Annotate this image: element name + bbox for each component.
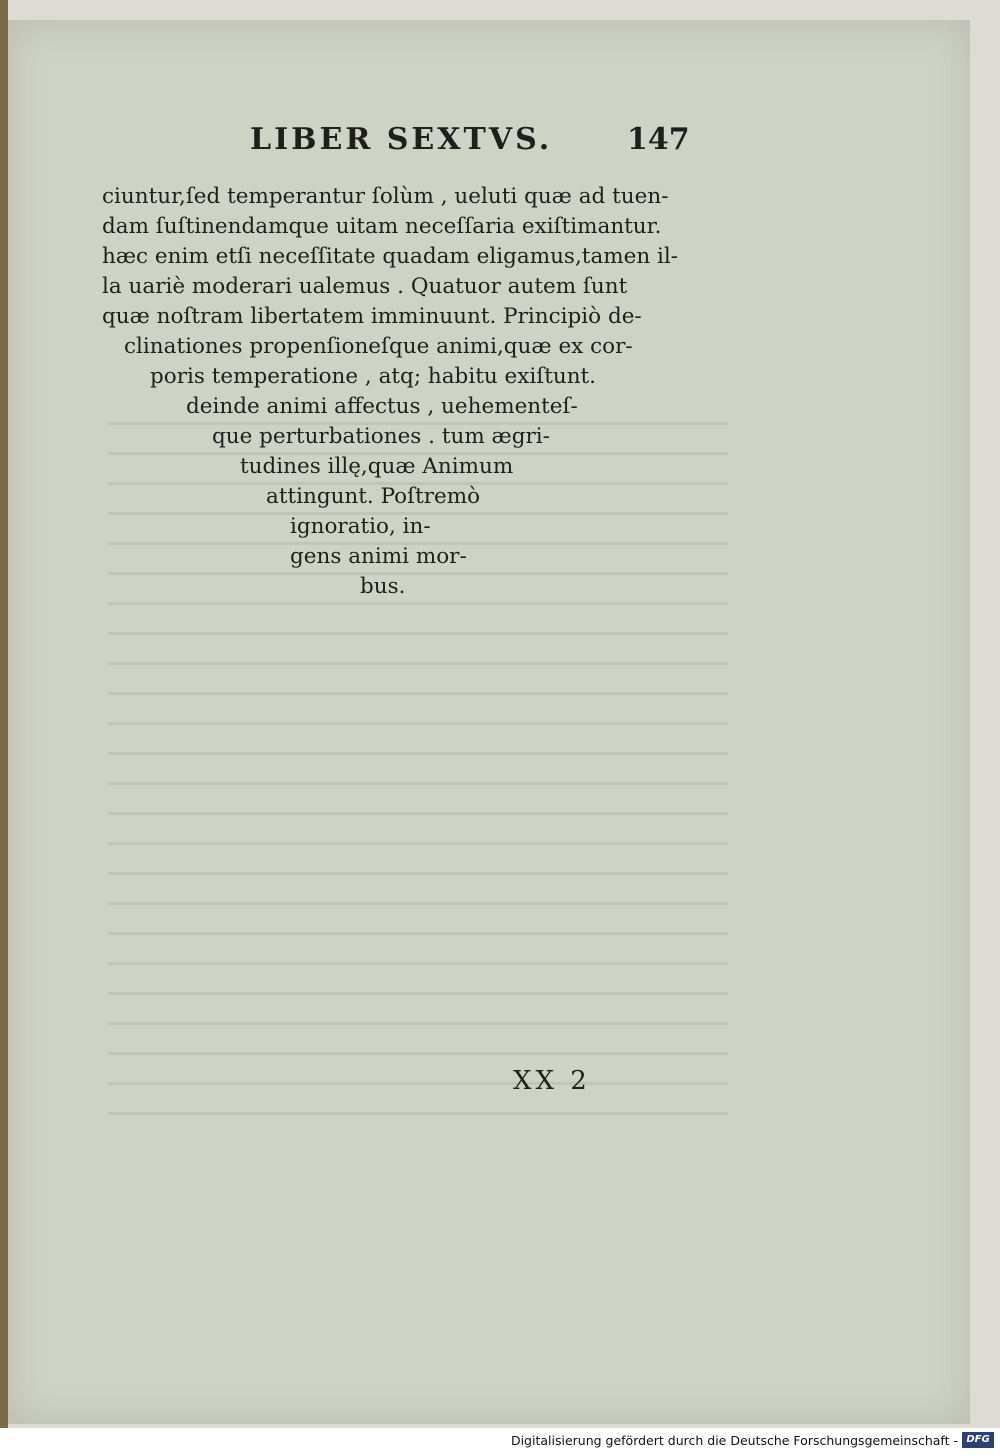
signature-mark: XX 2 xyxy=(513,1066,591,1096)
body-line: que perturbationes . tum ægri- xyxy=(212,424,550,449)
funding-credit: Digitalisierung gefördert durch die Deutsche Forschungsgemeinschaft - xyxy=(510,1433,958,1448)
body-line: hæc enim etſi neceſſitate quadam eligamus,tamen il- xyxy=(102,244,679,269)
page-edge xyxy=(970,20,1000,1424)
body-line: ciuntur,ſed temperantur ſolùm , ueluti quæ ad tuen- xyxy=(102,184,669,209)
body-line: bus. xyxy=(360,574,406,599)
running-header: LIBER SEXTVS. xyxy=(250,122,553,157)
body-line: la uariè moderari ualemus . Quatuor autem ſunt xyxy=(102,274,628,299)
book-spine xyxy=(0,0,8,1428)
body-line: clinationes propenſioneſque animi,quæ ex cor- xyxy=(124,334,633,359)
body-line: gens animi mor- xyxy=(290,544,467,569)
page-number: 147 xyxy=(627,122,690,157)
body-line: ignoratio, in- xyxy=(290,514,431,539)
body-line: tudines illę,quæ Animum xyxy=(240,454,514,479)
body-line: dam ſuſtinendamque uitam neceſſaria exiſtimantur. xyxy=(102,214,662,239)
body-line: poris temperatione , atq; habitu exiſtunt. xyxy=(150,364,597,389)
body-line: attingunt. Poſtremò xyxy=(266,484,481,509)
dfg-logo: DFG xyxy=(962,1432,994,1448)
body-line: quæ noſtram libertatem imminuunt. Principiò de- xyxy=(102,304,642,329)
body-line: deinde animi affectus , uehementeſ- xyxy=(186,394,578,419)
